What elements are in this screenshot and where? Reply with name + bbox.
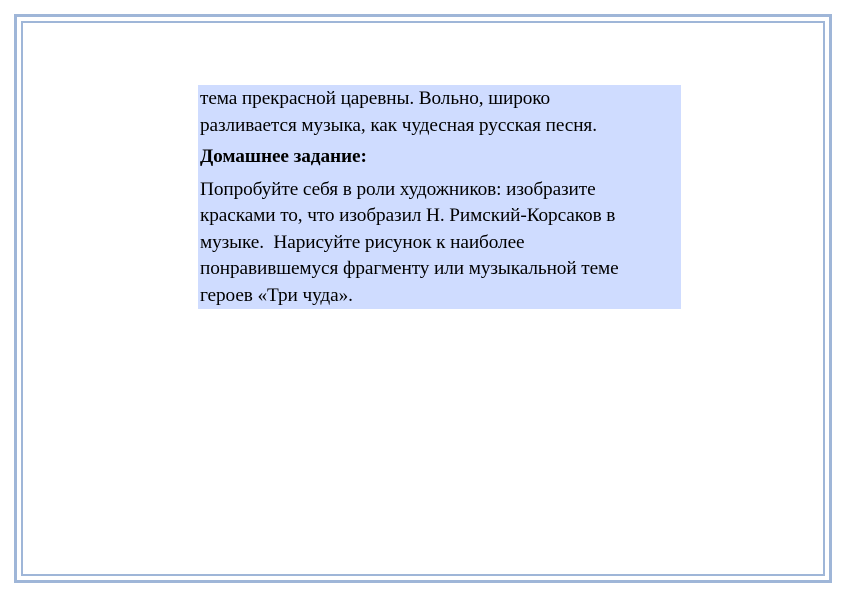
homework-line-3: музыке. Нарисуйте рисунок к наиболее [200, 231, 525, 253]
homework-line-4: понравившемуся фрагменту или музыкальной теме [200, 258, 619, 279]
homework-heading: Домашнее задание: [200, 146, 367, 167]
intro-line-2: разливается музыка, как чудесная русская песня. [200, 114, 597, 136]
text-box [198, 85, 681, 309]
homework-line-1: Попробуйте себя в роли художников: изобразите [200, 178, 596, 200]
homework-line-2: красками то, что изобразил Н. Римский-Корсаков в [200, 205, 616, 226]
homework-line-5: героев «Три чуда». [200, 284, 353, 306]
intro-line-1: тема прекрасной царевны. Вольно, широко [200, 88, 551, 109]
